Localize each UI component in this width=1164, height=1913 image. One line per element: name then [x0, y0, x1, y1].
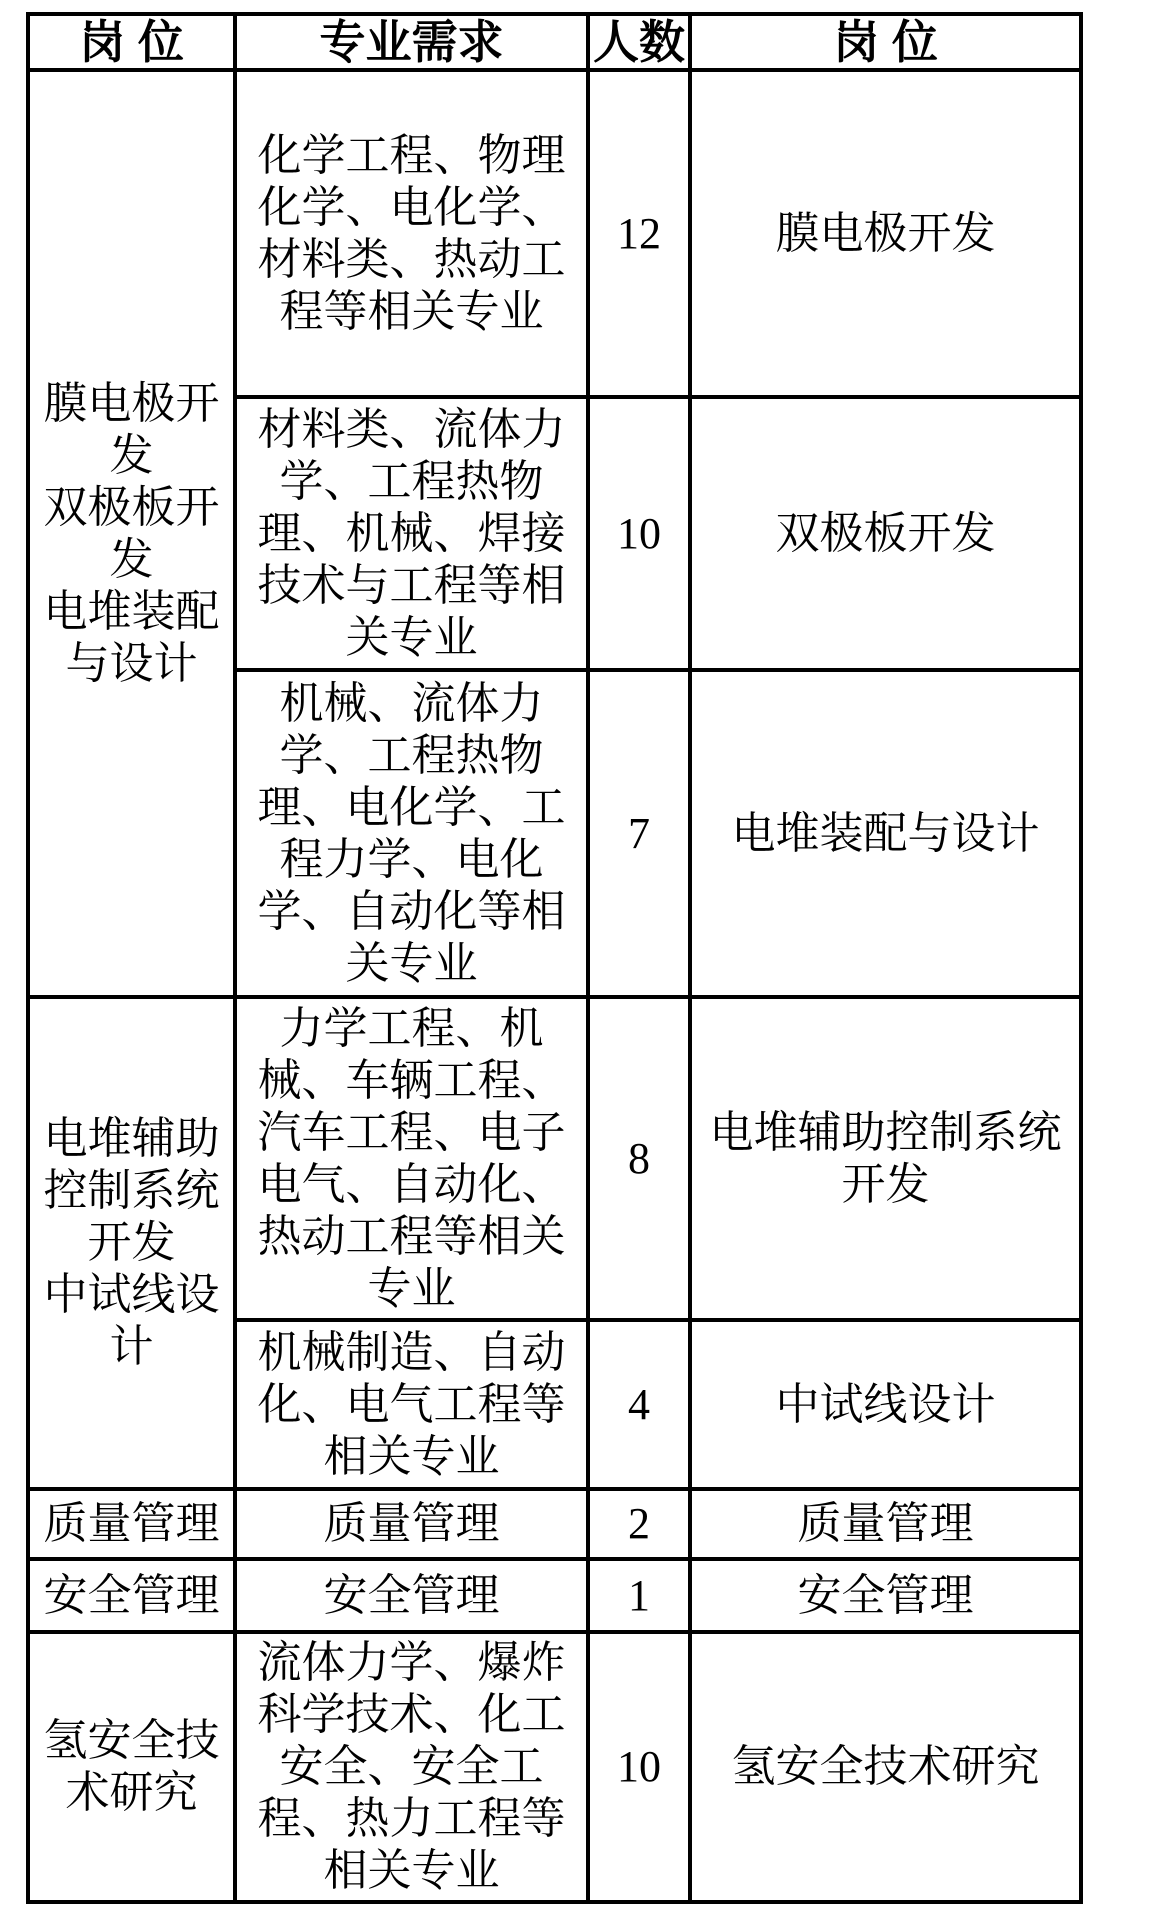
majors-cell: 力学工程、机械、车辆工程、汽车工程、电子电气、自动化、热动工程等相关专业 — [235, 997, 588, 1320]
count-cell: 8 — [588, 997, 690, 1320]
header-row — [28, 14, 1081, 70]
count-cell: 10 — [588, 1632, 690, 1902]
position-line: 电堆装配与设计 — [43, 586, 220, 688]
position-line: 双极板开发 — [43, 482, 220, 584]
recruitment-positions-table — [26, 12, 1083, 1904]
majors-cell: 化学工程、物理化学、电化学、材料类、热动工程等相关专业 — [235, 70, 588, 397]
position-group-cell — [28, 70, 235, 997]
post-cell: 质量管理 — [690, 1489, 1081, 1559]
table-row — [28, 1632, 1081, 1902]
position-line: 中试线设计 — [43, 1270, 220, 1371]
position-group-cell: 氢安全技术研究 — [28, 1632, 235, 1902]
count-cell: 4 — [588, 1320, 690, 1489]
majors-cell: 材料类、流体力学、工程热物理、机械、焊接技术与工程等相关专业 — [235, 397, 588, 670]
majors-cell: 质量管理 — [235, 1489, 588, 1559]
count-cell: 12 — [588, 70, 690, 397]
header-count: 人数 — [588, 14, 690, 70]
count-cell: 2 — [588, 1489, 690, 1559]
post-cell: 中试线设计 — [690, 1320, 1081, 1489]
majors-cell: 机械制造、自动化、电气工程等相关专业 — [235, 1320, 588, 1489]
count-cell: 7 — [588, 670, 690, 997]
majors-cell: 机械、流体力学、工程热物理、电化学、工程力学、电化学、自动化等相关专业 — [235, 670, 588, 997]
table-row — [28, 70, 1081, 397]
table-row — [28, 997, 1081, 1320]
post-cell: 双极板开发 — [690, 397, 1081, 670]
table-row — [28, 1489, 1081, 1559]
post-cell: 膜电极开发 — [690, 70, 1081, 397]
majors-cell: 安全管理 — [235, 1559, 588, 1632]
position-group-cell — [28, 997, 235, 1489]
position-group-cell: 质量管理 — [28, 1489, 235, 1559]
header-position-right: 岗 位 — [690, 14, 1081, 70]
post-cell: 氢安全技术研究 — [690, 1632, 1081, 1902]
position-line: 膜电极开发 — [43, 378, 220, 480]
position-group-cell: 安全管理 — [28, 1559, 235, 1632]
position-line: 电堆辅助控制系统开发 — [43, 1114, 220, 1267]
post-cell: 安全管理 — [690, 1559, 1081, 1632]
majors-cell: 流体力学、爆炸科学技术、化工安全、安全工程、热力工程等相关专业 — [235, 1632, 588, 1902]
header-majors: 专业需求 — [235, 14, 588, 70]
count-cell: 10 — [588, 397, 690, 670]
table-row — [28, 1559, 1081, 1632]
header-position-left: 岗 位 — [28, 14, 235, 70]
count-cell: 1 — [588, 1559, 690, 1632]
post-cell: 电堆装配与设计 — [690, 670, 1081, 997]
post-cell: 电堆辅助控制系统开发 — [690, 997, 1081, 1320]
